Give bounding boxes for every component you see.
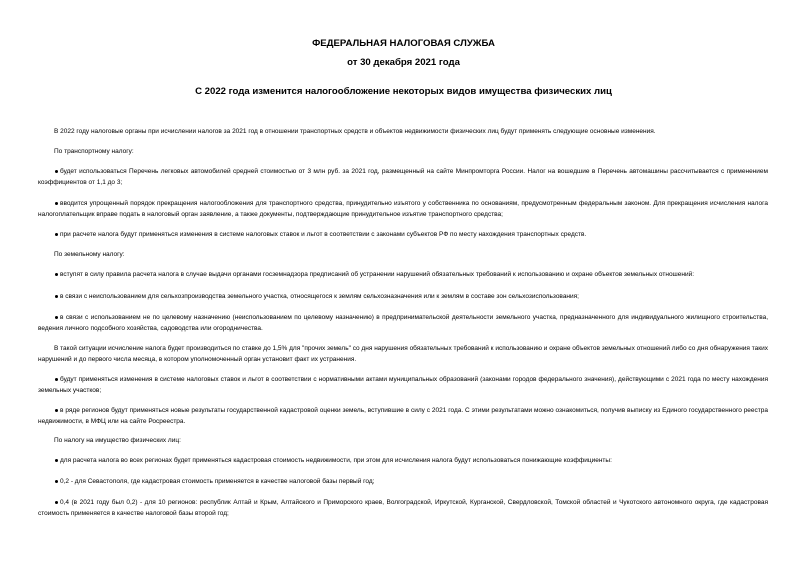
land-item-4: будут применяться изменения в системе налоговых ставок и льгот в соответствии с нормативными актами муниципальных образований (законами городов федерального значения), действующими с 2021 года по месту нахождения земельных участков; [38,376,768,394]
intro-paragraph: В 2022 году налоговые органы при исчислении налогов за 2021 год в отношении транспортных средств и объектов недвижимости физических лиц будут применять следующие основные изменения. [54,128,656,135]
transport-item-2: вводится упрощенный порядок прекращения налогообложения для транспортного средства, принудительно изъятого у собственника по основаниям, предусмотренным федеральным законом. Для прекращения исчисления налога налогоплательщик вправе подать в налоговый орган заявление, а также документы, подтверждающие принудительное изъятие транспортного средства; [38,200,768,218]
agency-name: ФЕДЕРАЛЬНАЯ НАЛОГОВАЯ СЛУЖБА [312,38,495,49]
bullet-icon [55,378,58,381]
document-title: С 2022 года изменится налогообложение некоторых видов имущества физических лиц [195,86,612,97]
bullet-icon [55,273,58,276]
property-heading: По налогу на имущество физических лиц: [54,437,181,444]
transport-heading: По транспортному налогу: [54,148,134,155]
bullet-icon [55,233,58,236]
bullet-icon [55,202,58,205]
transport-item-1: будет использоваться Перечень легковых автомобилей средней стоимостью от 3 млн руб. за 2021 год, размещенный на сайте Минпромторга России. Налог на вошедшие в Перечень автомашины рассчитывается с применением коэффициентов от 1,1 до 3; [38,168,768,186]
land-item-5: в ряде регионов будут применяться новые результаты государственной кадастровой оценки земель, вступившие в силу с 2021 года. С этими результатами можно ознакомиться, получив выписку из Единого государственного реестра недвижимости, в МФЦ или на сайте Росреестра. [38,407,768,425]
bullet-icon [55,480,58,483]
bullet-icon [55,409,58,412]
bullet-icon [55,316,58,319]
transport-item-3: при расчете налога будут применяться изменения в системе налоговых ставок и льгот в соответствии с законами субъектов РФ по месту нахождения транспортных средств. [38,229,768,240]
bullet-icon [55,170,58,173]
land-note-paragraph: В такой ситуации исчисление налога будет производиться по ставке до 1,5% для "прочих земель" со дня нарушения обязательных требований к использованию и охране объектов земельных отношений либо со дня обнаружения таких нарушений и до первого числа месяца, в котором уполномоченный орган установит факт их устранения. [38,345,768,363]
land-item-3: в связи с использованием не по целевому назначению (неиспользованием по целевому назначению) в предпринимательской деятельности земельного участка, предназначенного для индивидуального жилищного строительства, ведения личного подсобного хозяйства, садоводства или огородничества. [38,314,768,332]
document-date: от 30 декабря 2021 года [347,57,460,68]
land-item-1: вступят в силу правила расчета налога в случае выдачи органами госземнадзора предписаний об устранении нарушений обязательных требований к использованию и охране объектов земельных отношений: [38,269,768,280]
land-item-2: в связи с неиспользованием для сельхозпроизводства земельного участка, относящегося к землям сельхозназначения или к землям в составе зон сельхозиспользования; [38,291,768,302]
property-item-2: 0,2 - для Севастополя, где кадастровая стоимость применяется в качестве налоговой базы первый год; [38,476,768,487]
land-heading: По земельному налогу: [54,251,125,258]
bullet-icon [55,295,58,298]
property-item-3: 0,4 (в 2021 году был 0,2) - для 10 регионов: республик Алтай и Крым, Алтайского и Приморского краев, Волгоградской, Иркутской, Курганской, Свердловской, Томской областей и Чукотского автономного округа, где кадастровая стоимость применяется в качестве налоговой базы второй год; [38,499,768,517]
property-item-1: для расчета налога во всех регионах будет применяться кадастровая стоимость недвижимости, при этом для исчисления налога будут использоваться понижающие коэффициенты: [38,455,768,466]
bullet-icon [55,501,58,504]
bullet-icon [55,459,58,462]
